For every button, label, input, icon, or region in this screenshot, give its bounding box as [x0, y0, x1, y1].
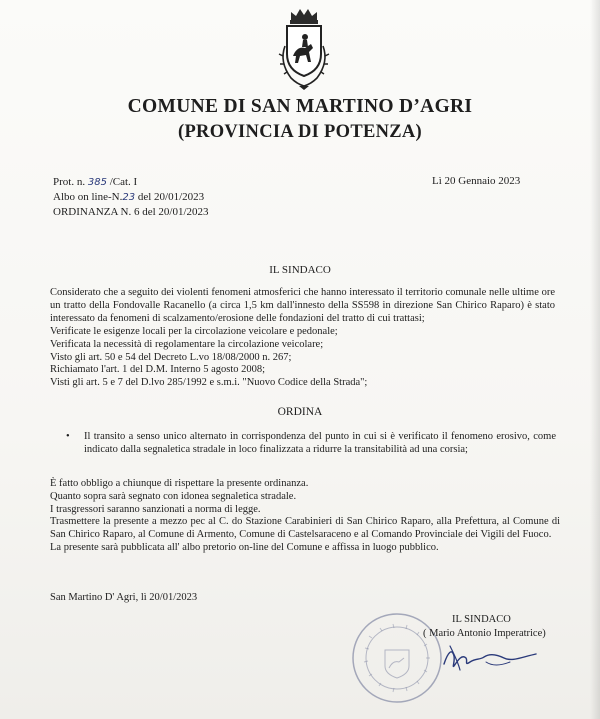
signatory-title: IL SINDACO [452, 614, 511, 625]
sindaco-heading: IL SINDACO [269, 264, 331, 276]
protocol-number: 385 [87, 177, 107, 188]
closing-line: Quanto sopra sarà segnato con idonea segnaletica stradale. [50, 490, 297, 502]
official-stamp-icon [349, 610, 445, 706]
closing-line: I trasgressori saranno sanzionati a norma di legge. [50, 503, 261, 515]
closing-line: Trasmettere la presente a mezzo pec al C. do Stazione Carabinieri di San Chirico Raparo, alla Prefettura, al Comune di San Chirico Raparo, al Comune di Armento, Comune di Castelsaraceno e al Comando Provinciale dei Vigili del Fuoco. [50, 516, 560, 541]
closing-paragraphs [50, 478, 560, 555]
recitals-list [50, 326, 555, 390]
handwritten-signature-icon [440, 640, 540, 674]
protocol-label: Prot. n. [53, 176, 86, 188]
bullet-icon: • [66, 431, 70, 442]
signatory-name: ( Mario Antonio Imperatrice) [423, 628, 546, 639]
protocol-category: /Cat. I [106, 176, 138, 188]
bullet-text: Il transito a senso unico alternato in corrispondenza del punto in cui si è verificato il fenomeno erosivo, come indicato dalla segnaletica stradale in loco finalizzata a ridurre la transitabilità ad una corsia; [84, 431, 556, 455]
page-subtitle: (PROVINCIA DI POTENZA) [177, 122, 423, 142]
ordina-heading: ORDINA [277, 406, 323, 418]
ordinance-number: ORDINANZA N. 6 del 20/01/2023 [53, 206, 209, 218]
albo-line [53, 190, 209, 205]
recital-line: Richiamato l'art. 1 del D.M. Interno 5 agosto 2008; [50, 364, 266, 376]
place-and-date: San Martino D' Agri, lì 20/01/2023 [50, 592, 198, 603]
protocol-block [53, 175, 209, 219]
albo-date: del 20/01/2023 [135, 191, 205, 203]
closing-line: La presente sarà pubblicata all' albo pretorio on-line del Comune e affissa in luogo pubblico. [50, 541, 439, 553]
protocol-line [53, 175, 209, 190]
recital-line: Verificate le esigenze locali per la circolazione veicolare e pedonale; [50, 326, 338, 337]
albo-label: Albo on line-N. [53, 191, 123, 203]
considerato-paragraph: Considerato che a seguito dei violenti fenomeni atmosferici che hanno interessato il territorio comunale nelle ultime ore un tratto della Fondovalle Racanello (a circa 1,5 km dall'innesto della SS598 in direzione San Chirico Raparo) è stato interessato da fenomeni di scalzamento/erosione delle fondazioni del tratto di cui trattasi; [50, 287, 555, 324]
recital-line: Visti gli art. 5 e 7 del D.lvo 285/1992 e s.m.i. "Nuovo Codice della Strada"; [50, 377, 368, 389]
document-date: Lì 20 Gennaio 2023 [432, 175, 521, 187]
recital-line: Visto gli art. 50 e 54 del Decreto L.vo 18/08/2000 n. 267; [50, 351, 292, 363]
coat-of-arms-icon [275, 6, 333, 92]
closing-line: È fatto obbligo a chiunque di rispettare la presente ordinanza. [50, 478, 309, 489]
recital-line: Verificata la necessità di regolamentare la circolazione veicolare; [50, 338, 324, 350]
page-title: COMUNE DI SAN MARTINO D’AGRI [127, 96, 473, 117]
albo-number: 23 [122, 192, 136, 203]
